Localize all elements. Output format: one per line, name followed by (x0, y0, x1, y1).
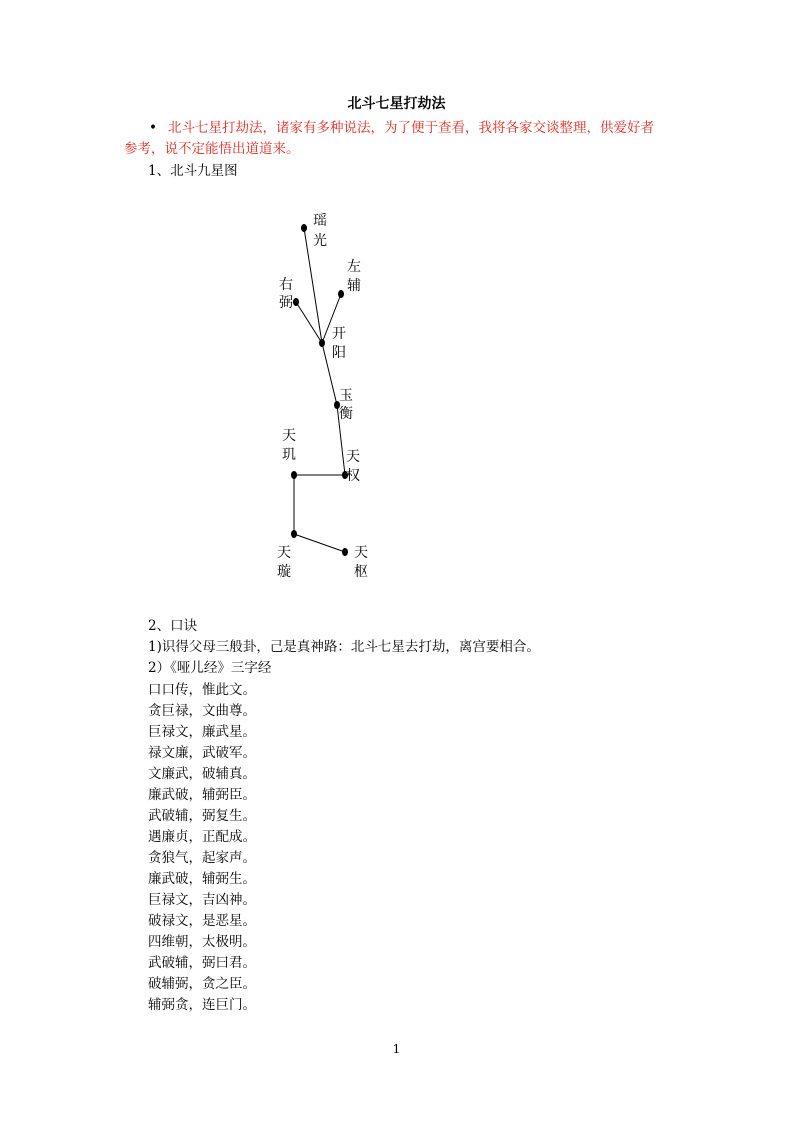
label-yaoguang-2: 光 (313, 233, 327, 249)
page-number: 1 (392, 1042, 401, 1056)
verse-line: 禄文廉，武破军。 (148, 745, 256, 761)
formula-item-2: 2）《哑儿经》三字经 (148, 660, 272, 676)
verse-line: 破禄文，是恶星。 (148, 913, 256, 929)
label-tianquan-1: 天 (346, 449, 360, 465)
line-tianxuan-tianshu (294, 534, 345, 552)
verse-line: 武破辅，弼复生。 (148, 808, 256, 824)
star-dot-tianshu (342, 548, 348, 556)
label-tianxuan-1: 天 (277, 545, 291, 561)
diagram-lines (294, 228, 345, 552)
star-dot-yaoguang (301, 224, 307, 232)
document-title: 北斗七星打劫法 (347, 96, 446, 112)
line-youbi-kaiyang (296, 302, 322, 343)
verse-line: 辅弼贪，连巨门。 (148, 997, 256, 1013)
star-dot-youbi (293, 298, 299, 306)
intro-line-1: 北斗七星打劫法，诸家有多种说法，为了便于查看，我将各家交谈整理，供爱好者 (168, 120, 654, 136)
verse-line: 武破辅，弼曰君。 (148, 955, 256, 971)
star-dot-tianji (291, 471, 297, 479)
label-kaiyang-1: 开 (332, 326, 346, 342)
label-yuheng-2: 衡 (339, 406, 353, 422)
label-kaiyang-2: 阳 (332, 345, 346, 361)
label-tianshu-2: 枢 (354, 564, 368, 580)
label-youbi-1: 右 (279, 277, 293, 293)
verse-line: 廉武破，辅弼生。 (148, 871, 256, 887)
label-tianji-1: 天 (282, 428, 296, 444)
verse-line: 巨禄文，吉凶神。 (148, 892, 256, 908)
label-tianxuan-2: 璇 (277, 564, 291, 580)
label-tianshu-1: 天 (354, 545, 368, 561)
verse-line: 贪巨禄，文曲尊。 (148, 703, 256, 719)
verse-line: 破辅弼，贪之臣。 (148, 976, 256, 992)
verse-line: 贪狼气，起家声。 (148, 850, 256, 866)
star-dot-kaiyang (319, 339, 325, 347)
verse-line: 巨禄文，廉武星。 (148, 724, 256, 740)
label-tianquan-2: 权 (346, 468, 360, 484)
label-yuheng-1: 玉 (339, 388, 353, 404)
verse-line: 四维朝，太极明。 (148, 934, 256, 950)
label-youbi-2: 弼 (279, 295, 293, 311)
verse-line: 廉武破，辅弼臣。 (148, 787, 256, 803)
section-heading-formula: 2、口诀 (148, 618, 198, 634)
bullet-icon: • (149, 120, 157, 136)
star-labels (277, 213, 368, 580)
verse-line: 口口传，惟此文。 (148, 682, 256, 698)
verse-line: 文廉武，破辅真。 (148, 766, 256, 782)
label-yaoguang-1: 瑶 (313, 213, 327, 229)
formula-item-1: 1)识得父母三般卦，己是真神路：北斗七星去打劫，离宫要相合。 (148, 639, 540, 655)
star-dot-tianxuan (291, 530, 297, 538)
star-dot-zuofu (338, 290, 344, 298)
intro-line-2: 参考，说不定能悟出道道来。 (124, 141, 300, 157)
label-tianji-2: 玑 (282, 447, 296, 463)
label-zuofu-1: 左 (347, 259, 361, 275)
section-heading-diagram: 1、北斗九星图 (148, 163, 238, 179)
verse-line: 遇廉贞，正配成。 (148, 829, 256, 845)
label-zuofu-2: 辅 (347, 278, 361, 294)
